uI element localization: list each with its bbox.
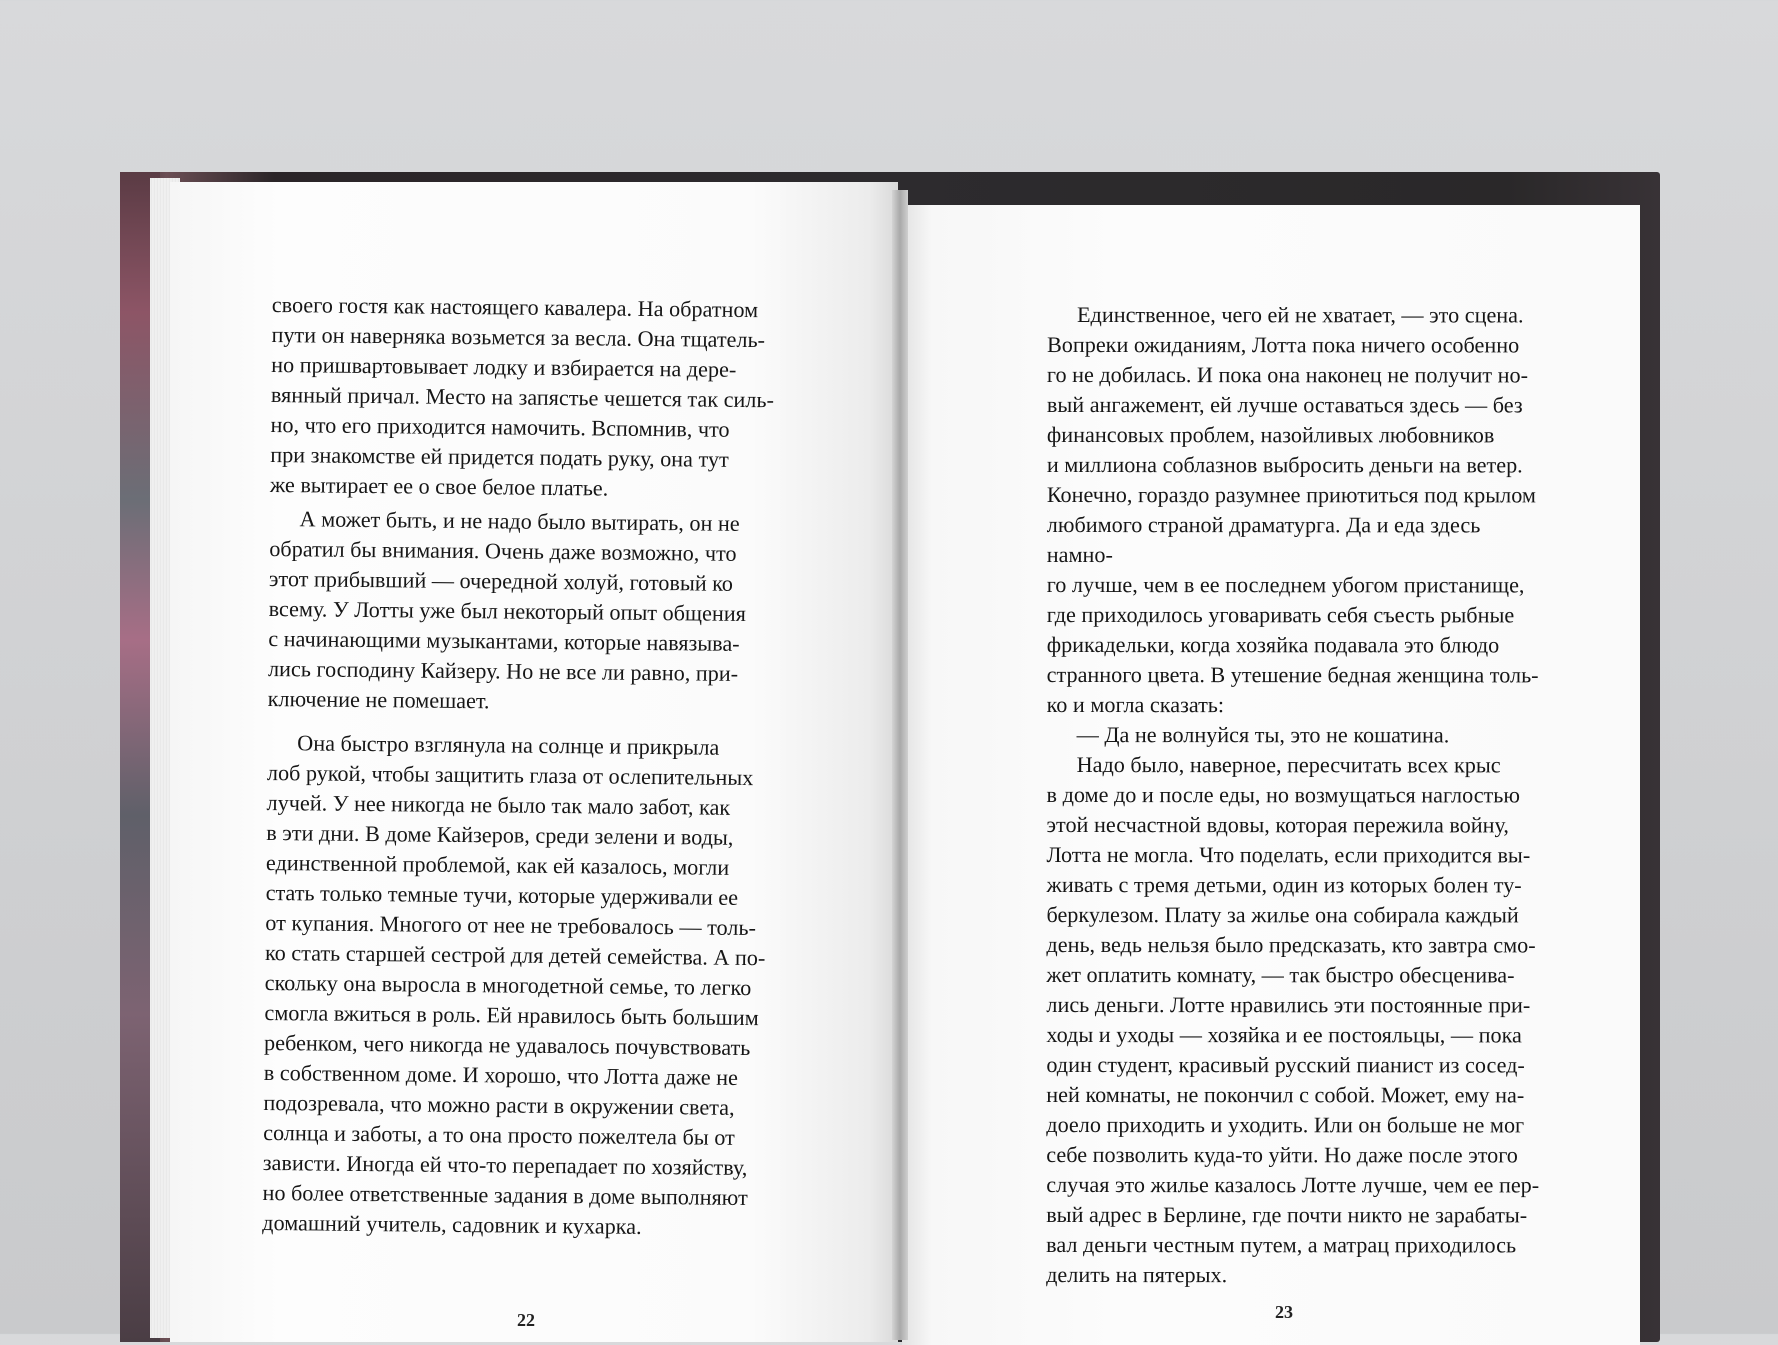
text-line: зависти. Иногда ей что-то перепадает по хозяйству, [262, 1149, 748, 1181]
text-line: всему. У Лотты уже был некоторый опыт общения [268, 595, 747, 626]
text-line: фрикадельки, когда хозяйка подавала это блюдо [1046, 631, 1500, 658]
text-line: беркулезом. Плату за жилье она собирала каждый [1046, 901, 1519, 928]
text-line: лись деньги. Лотте нравились эти постоянные при- [1046, 991, 1531, 1018]
text-line: от купания. Многого от нее не требовалось — толь- [265, 909, 757, 941]
text-line: Вопреки ожиданиям, Лотта пока ничего особенно [1046, 332, 1520, 358]
text-line: стать только темные тучи, которые удерживали ее [265, 879, 739, 910]
text-line: го лучше, чем в ее последнем убогом пристанище, [1046, 571, 1525, 598]
text-line: ключение не помешает. [267, 685, 490, 714]
text-line: но более ответственные задания в доме выполняют [262, 1179, 748, 1211]
text-line: ко и могла сказать: [1046, 691, 1225, 718]
page-number-left: 22 [517, 1310, 535, 1330]
text-line: делить на пятерых. [1046, 1261, 1228, 1288]
text-line: вый ангажемент, ей лучше оставаться здесь — без [1046, 391, 1523, 418]
text-line: и миллиона соблазнов выбросить деньги на ветер. [1046, 451, 1523, 478]
text-line: день, ведь нельзя было предсказать, кто завтра смо- [1046, 931, 1536, 958]
text-line: при знакомстве ей придется подать руку, она тут [270, 441, 729, 472]
text-line: своего гостя как настоящего кавалера. На обратном [271, 291, 759, 323]
text-line: лись господину Кайзеру. Но не все ли равно, при- [267, 655, 739, 686]
right-page-text [1046, 300, 1547, 1290]
text-line: вал деньги честным путем, а матрац приходилось [1046, 1231, 1517, 1258]
text-line: Единственное, чего ей не хватает, — это сцена. [1076, 302, 1524, 328]
text-line: единственной проблемой, как ей казалось, могли [265, 849, 730, 880]
text-line: Она быстро взглянула на солнце и прикрыла [297, 730, 720, 760]
text-line: но, что его приходится намочить. Вспомнив, что [270, 411, 730, 442]
text-line: Надо было, наверное, пересчитать всех крыс [1076, 752, 1501, 778]
text-line: ходы и уходы — хозяйка и ее постояльцы, — пока [1046, 1021, 1522, 1048]
text-line: с начинающими музыкантами, которые навязыва- [268, 625, 740, 656]
text-line: скольку она выросла в многодетной семье, то легко [264, 969, 752, 1001]
text-line: финансовых проблем, назойливых любовников [1046, 421, 1495, 448]
text-line: странного цвета. В утешение бедная женщина толь- [1046, 661, 1539, 688]
text-line: в доме до и после еды, но возмущаться наглостью [1046, 781, 1520, 808]
text-line: этой несчастной вдовы, которая пережила войну, [1046, 811, 1509, 838]
text-line: но пришвартовывает лодку и взбирается на дере- [271, 351, 737, 382]
text-line: Лотта не могла. Что поделать, если приходится вы- [1046, 841, 1531, 868]
text-line: жет оплатить комнату, — так быстро обесценива- [1046, 961, 1515, 988]
text-line: пути он наверняка возьмется за весла. Она тщатель- [271, 321, 766, 353]
text-line: же вытирает ее о свое белое платье. [269, 471, 609, 501]
text-line: живать с тремя детьми, один из которых болен ту- [1046, 871, 1522, 898]
text-line: вый адрес в Берлине, где почти никто не зарабаты- [1046, 1201, 1528, 1228]
text-line: вянный причал. Место на запястье чешется так силь- [270, 381, 775, 413]
text-line: ней комнаты, не покончил с собой. Может, ему на- [1046, 1081, 1525, 1108]
text-line: любимого страной драматурга. Да и еда здесь намно- [1046, 511, 1481, 568]
text-line: доело приходить и уходить. Или он больше не мог [1046, 1111, 1525, 1138]
book-gutter [892, 190, 908, 1340]
text-line: лучей. У нее никогда не было так мало забот, как [266, 789, 731, 820]
left-page-text [262, 290, 824, 1244]
text-line: ко стать старшей сестрой для детей семейства. А по- [264, 939, 766, 971]
text-line: смогла вжиться в роль. Ей нравилось быть большим [264, 999, 759, 1031]
text-line: себе позволить куда-то уйти. Но даже после этого [1046, 1141, 1518, 1168]
text-line: случая это жилье казалось Лотте лучше, чем ее пер- [1046, 1171, 1540, 1198]
text-line: солнца и заботы, а то она просто пожелтела бы от [263, 1119, 735, 1150]
text-line: в эти дни. В доме Кайзеров, среди зелени и воды, [266, 819, 734, 850]
page-number-right: 23 [1275, 1302, 1293, 1322]
text-line: домашний учитель, садовник и кухарка. [262, 1209, 642, 1239]
text-line: Конечно, гораздо разумнее приютиться под крылом [1046, 481, 1536, 508]
text-line: ребенком, чего никогда не удавалось почувствовать [263, 1029, 751, 1061]
text-line: лоб рукой, чтобы защитить глаза от ослепительных [266, 759, 754, 791]
text-line: го не добилась. И пока она наконец не получит но- [1046, 361, 1529, 388]
text-line: подозревала, что можно расти в окружении света, [263, 1089, 735, 1120]
text-line: в собственном доме. И хорошо, что Лотта даже не [263, 1059, 739, 1090]
text-line: обратил бы внимания. Очень даже возможно, что [269, 535, 737, 566]
text-line: этот прибывший — очередной холуй, готовый ко [268, 565, 734, 596]
text-line: А может быть, и не надо было вытирать, он не [299, 506, 740, 536]
text-line: — Да не волнуйся ты, это не кошатина. [1076, 722, 1450, 748]
text-line: где приходилось уговаривать себя съесть рыбные [1046, 601, 1515, 628]
text-line: один студент, красивый русский пианист из сосед- [1046, 1051, 1525, 1078]
